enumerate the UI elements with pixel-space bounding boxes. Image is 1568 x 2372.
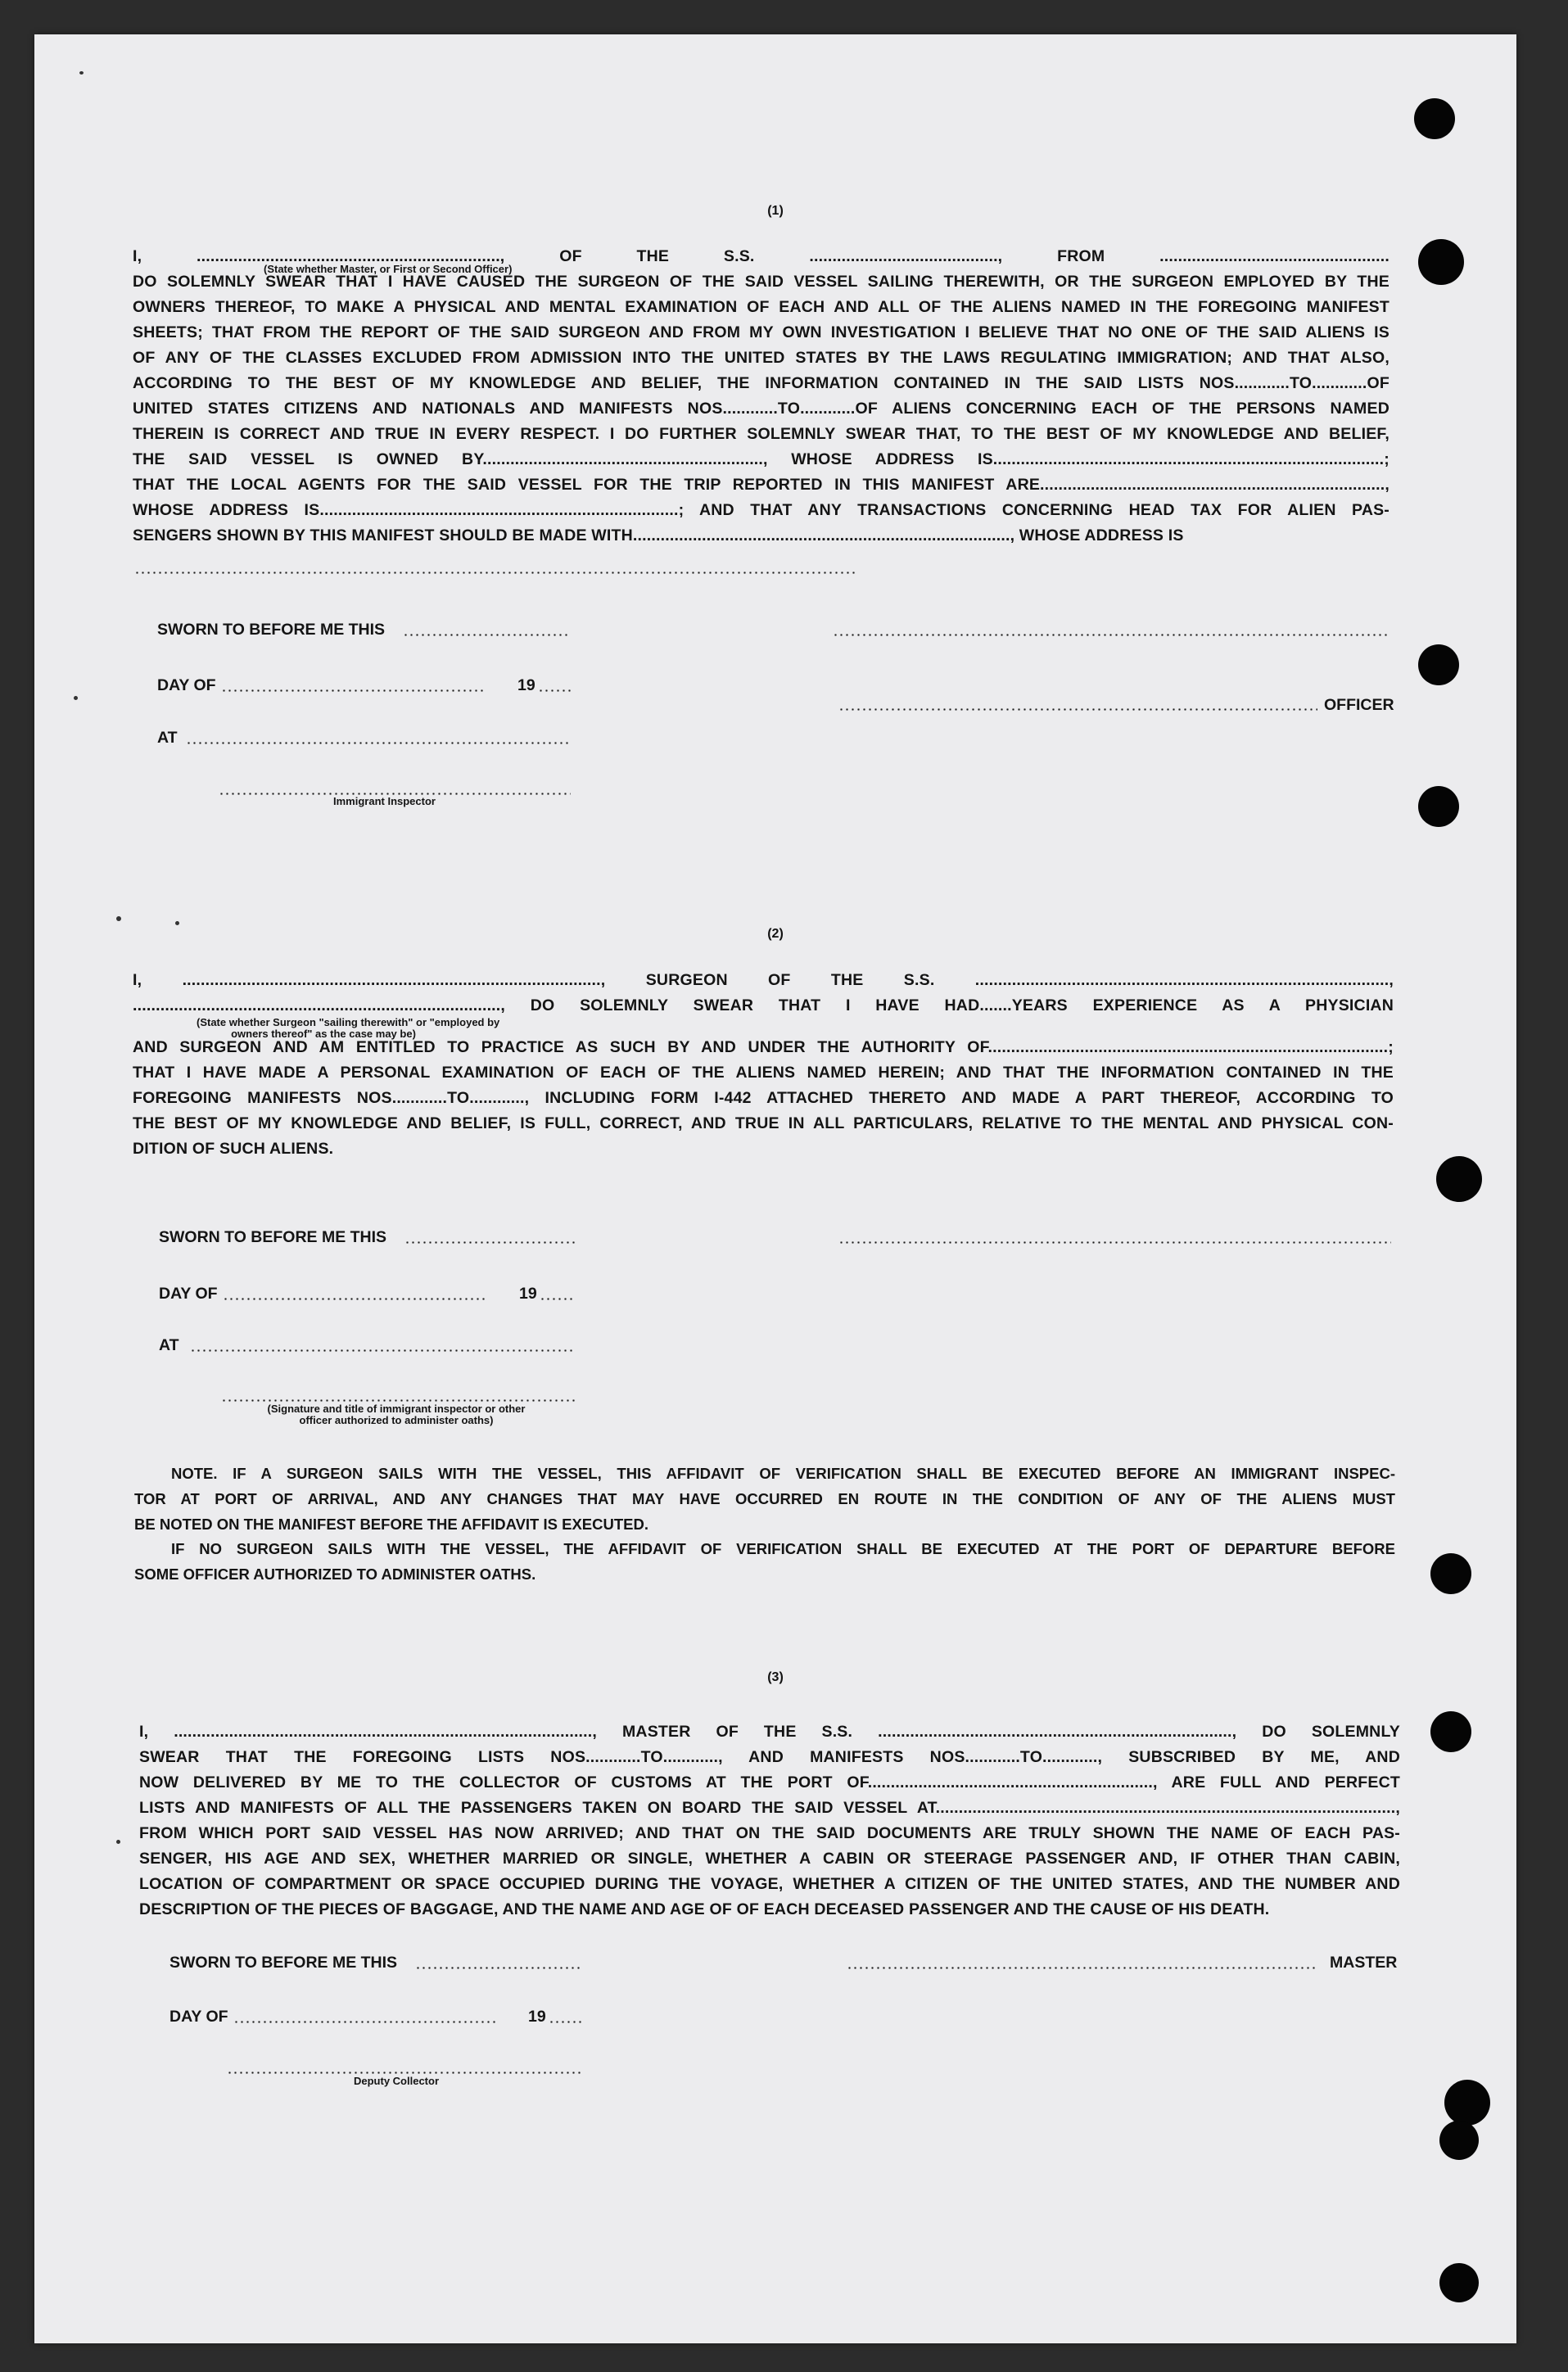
at-line xyxy=(186,742,571,744)
paragraph-line: DO SOLEMNLY SWEAR THAT I HAVE CAUSED THE SURGEON OF THE SAID VESSEL SAILING THEREWITH, OR THE SURGEON EMPLOYED BY THE xyxy=(133,273,1390,291)
paragraph-line: ................................................................................, DO SOLEMNLY SWEAR THAT I HAVE HAD.......YEARS EXPERIENCE AS A PHYSICIAN xyxy=(133,996,1394,1014)
sworn-label: SWORN TO BEFORE ME THIS xyxy=(157,621,386,639)
year-line xyxy=(549,2021,583,2023)
paragraph-line: THAT THE LOCAL AGENTS FOR THE SAID VESSEL FOR THE TRIP REPORTED IN THIS MANIFEST ARE..........................................................................., xyxy=(133,476,1390,494)
paragraph-line: FROM WHICH PORT SAID VESSEL HAS NOW ARRIVED; AND THAT ON THE SAID DOCUMENTS ARE TRULY SHOWN THE NAME OF EACH PAS- xyxy=(139,1824,1400,1842)
signature-caption-line: (Signature and title of immigrant inspector or other xyxy=(267,1403,526,1415)
paragraph-line: LISTS AND MANIFESTS OF ALL THE PASSENGERS TAKEN ON BOARD THE SAID VESSEL AT...................................................................................................., xyxy=(139,1799,1400,1817)
punch-hole xyxy=(1436,1156,1482,1202)
punch-hole xyxy=(1444,2080,1490,2126)
section-number: (3) xyxy=(767,1670,784,1684)
master-label: MASTER xyxy=(1330,1954,1398,1972)
section3-paragraph xyxy=(139,1719,1400,1922)
paragraph-line: FOREGOING MANIFESTS NOS............TO............, INCLUDING FORM I-442 ATTACHED THERETO AND MADE A PART THEREOF, ACCORDING TO xyxy=(133,1089,1394,1107)
year-line xyxy=(540,1298,575,1300)
signature-title-line xyxy=(221,1399,575,1402)
paragraph-line: I, .................................................................., OF THE S.S. ........................................., FROM .................................................. xyxy=(133,247,1390,265)
day-of-label: DAY OF xyxy=(159,1285,218,1303)
note-paragraph xyxy=(134,1536,1395,1587)
day-line xyxy=(233,2021,495,2023)
master-officer-note: (State whether Master, or First or Second Officer) xyxy=(264,263,513,275)
deputy-caption: Deputy Collector xyxy=(354,2075,440,2087)
paragraph-line: ACCORDING TO THE BEST OF MY KNOWLEDGE AND BELIEF, THE INFORMATION CONTAINED IN THE SAID LISTS NOS............TO............OF xyxy=(133,374,1390,392)
note-line: SOME OFFICER AUTHORIZED TO ADMINISTER OATHS. xyxy=(134,1566,536,1583)
note-paragraph xyxy=(134,1461,1395,1537)
section2-paragraph xyxy=(133,1035,1394,1162)
sworn-date-line xyxy=(415,1967,583,1969)
section-number: (2) xyxy=(767,927,784,941)
day-of-label: DAY OF xyxy=(157,676,216,694)
officer-label: OFFICER xyxy=(1324,696,1394,714)
punch-hole xyxy=(1439,2263,1479,2302)
paragraph-line: THE SAID VESSEL IS OWNED BY............................................................., WHOSE ADDRESS IS.....................................................................................; xyxy=(133,450,1390,468)
note-line: NOTE. IF A SURGEON SAILS WITH THE VESSEL, THIS AFFIDAVIT OF VERIFICATION SHALL BE EXECUTED BEFORE AN IMMIGRANT INSPEC- xyxy=(171,1465,1395,1482)
paragraph-line: NOW DELIVERED BY ME TO THE COLLECTOR OF CUSTOMS AT THE PORT OF.............................................................., ARE FULL AND PERFECT xyxy=(139,1773,1400,1791)
officer-line xyxy=(838,708,1317,711)
note-line: TOR AT PORT OF ARRIVAL, AND ANY CHANGES THAT MAY HAVE OCCURRED EN ROUTE IN THE CONDITION OF ANY OF THE ALIENS MUST xyxy=(134,1490,1395,1507)
punch-hole xyxy=(1439,2121,1479,2160)
signature-caption xyxy=(249,1403,544,1426)
paragraph-line: AND SURGEON AND AM ENTITLED TO PRACTICE AS SUCH BY AND UNDER THE AUTHORITY OF.......................................................................................; xyxy=(133,1038,1394,1056)
signature-line xyxy=(833,634,1390,636)
paragraph-line: SWEAR THAT THE FOREGOING LISTS NOS............TO............, AND MANIFESTS NOS............TO............, SUBSCRIBED BY ME, AND xyxy=(139,1748,1400,1766)
year-label: 19 xyxy=(517,676,535,694)
section-number: (1) xyxy=(767,204,784,218)
inspector-caption: Immigrant Inspector xyxy=(333,795,436,807)
surgeon-note-line: owners thereof" as the case may be) xyxy=(231,1028,416,1040)
paragraph-line: OWNERS THEREOF, TO MAKE A PHYSICAL AND MENTAL EXAMINATION OF EACH AND ALL OF THE ALIENS NAMED IN THE FOREGOING MANIFEST xyxy=(133,298,1390,316)
paragraph-line: UNITED STATES CITIZENS AND NATIONALS AND MANIFESTS NOS............TO............OF ALIENS CONCERNING EACH OF THE PERSONS NAMED xyxy=(133,400,1390,418)
paragraph-line: SENGER, HIS AGE AND SEX, WHETHER MARRIED OR SINGLE, WHETHER A CABIN OR STEERAGE PASSENGER AND, IF OTHER THAN CABIN, xyxy=(139,1850,1400,1868)
punch-hole xyxy=(1430,1553,1471,1594)
sworn-label: SWORN TO BEFORE ME THIS xyxy=(169,1954,398,1972)
year-line xyxy=(538,689,571,692)
punch-hole xyxy=(1418,786,1459,827)
year-label: 19 xyxy=(528,2008,546,2026)
speck xyxy=(116,1840,120,1844)
paragraph-line: DESCRIPTION OF THE PIECES OF BAGGAGE, AND THE NAME AND AGE OF OF EACH DECEASED PASSENGER AND THE CAUSE OF HIS DEATH. xyxy=(139,1900,1270,1918)
punch-hole xyxy=(1418,239,1464,285)
paragraph-line: WHOSE ADDRESS IS..............................................................................; AND THAT ANY TRANSACTIONS CONCERNING HEAD TAX FOR ALIEN PAS- xyxy=(133,501,1390,519)
master-signature-line xyxy=(847,1967,1317,1969)
paragraph-line: SHEETS; THAT FROM THE REPORT OF THE SAID SURGEON AND FROM MY OWN INVESTIGATION I BELIEVE THAT NO ONE OF THE SAID ALIENS IS xyxy=(133,323,1390,341)
year-label: 19 xyxy=(519,1285,537,1303)
punch-hole xyxy=(1418,644,1459,685)
at-label: AT xyxy=(157,729,178,747)
section2-header xyxy=(133,968,1394,1019)
speck xyxy=(116,916,121,921)
day-line xyxy=(221,689,485,692)
sworn-date-line xyxy=(403,634,571,636)
paragraph-line: I, ..........................................................................................., MASTER OF THE S.S. ............................................................................., DO SOLEMNLY xyxy=(139,1723,1400,1741)
day-line xyxy=(223,1298,486,1300)
signature-caption-line: officer authorized to administer oaths) xyxy=(299,1414,494,1426)
paragraph-line: OF ANY OF THE CLASSES EXCLUDED FROM ADMISSION INTO THE UNITED STATES BY THE LAWS REGULATING IMMIGRATION; AND THAT ALSO, xyxy=(133,349,1390,367)
punch-hole xyxy=(1430,1711,1471,1752)
note-line: BE NOTED ON THE MANIFEST BEFORE THE AFFIDAVIT IS EXECUTED. xyxy=(134,1516,648,1533)
punch-hole xyxy=(1414,98,1455,139)
paragraph-line: I, ..........................................................................................., SURGEON OF THE S.S. .........................................................................................., xyxy=(133,971,1394,989)
paragraph-line: THE BEST OF MY KNOWLEDGE AND BELIEF, IS FULL, CORRECT, AND TRUE IN ALL PARTICULARS, RELATIVE TO THE MENTAL AND PHYSICAL CON- xyxy=(133,1114,1394,1132)
signature-line xyxy=(838,1241,1391,1244)
note-line: IF NO SURGEON SAILS WITH THE VESSEL, THE AFFIDAVIT OF VERIFICATION SHALL BE EXECUTED AT THE PORT OF DEPARTURE BEFORE xyxy=(171,1540,1395,1557)
surgeon-note-line: (State whether Surgeon "sailing therewith" or "employed by xyxy=(197,1016,500,1028)
at-line xyxy=(190,1349,575,1352)
paragraph-line: THEREIN IS CORRECT AND TRUE IN EVERY RESPECT. I DO FURTHER SOLEMNLY SWEAR THAT, TO THE BEST OF MY KNOWLEDGE AND BELIEF, xyxy=(133,425,1390,443)
speck xyxy=(79,71,84,75)
paragraph-line: SENGERS SHOWN BY THIS MANIFEST SHOULD BE MADE WITH.................................................................................., WHOSE ADDRESS IS xyxy=(133,526,1184,544)
paragraph-line: LOCATION OF COMPARTMENT OR SPACE OCCUPIED DURING THE VOYAGE, WHETHER A CITIZEN OF THE UNITED STATES, AND THE NUMBER AND xyxy=(139,1875,1400,1893)
speck xyxy=(175,921,179,925)
at-label: AT xyxy=(159,1336,179,1354)
deputy-line xyxy=(227,2072,583,2074)
paragraph-line: THAT I HAVE MADE A PERSONAL EXAMINATION OF EACH OF THE ALIENS NAMED HEREIN; AND THAT THE INFORMATION CONTAINED IN THE xyxy=(133,1064,1394,1082)
speck xyxy=(74,696,78,700)
day-of-label: DAY OF xyxy=(169,2008,228,2026)
section1-paragraph xyxy=(133,244,1390,549)
document-page xyxy=(34,34,1516,2343)
paragraph-line: DITION OF SUCH ALIENS. xyxy=(133,1140,334,1158)
address-line xyxy=(134,572,855,574)
sworn-label: SWORN TO BEFORE ME THIS xyxy=(159,1228,387,1246)
sworn-date-line xyxy=(404,1241,575,1244)
